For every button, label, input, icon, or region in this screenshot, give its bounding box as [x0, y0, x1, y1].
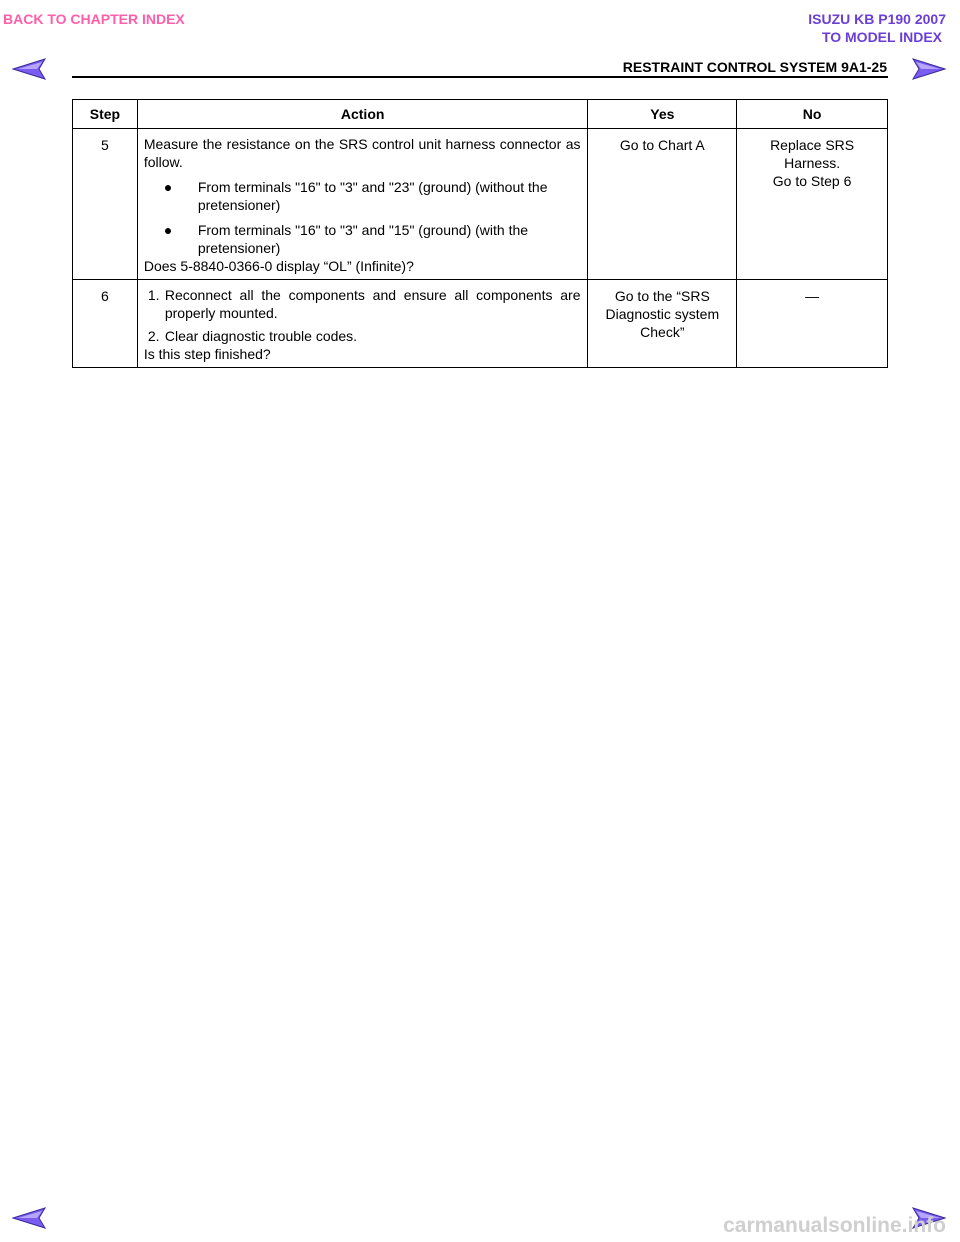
- no-result-line: Replace SRS Harness.: [770, 137, 855, 171]
- action-question: Is this step finished?: [143, 346, 271, 362]
- to-model-index-link[interactable]: TO MODEL INDEX: [821, 29, 942, 45]
- back-to-chapter-index-link[interactable]: BACK TO CHAPTER INDEX: [3, 11, 185, 27]
- yes-result: Go to the “SRS Diagnostic system Check”: [588, 280, 737, 368]
- step-number: 5: [73, 129, 138, 280]
- bullet-icon: ●: [163, 222, 173, 238]
- item-text: Reconnect all the components and ensure all components are properly mounted.: [164, 287, 581, 321]
- item-text: Clear diagnostic trouble codes.: [164, 328, 358, 344]
- action-question: Does 5-8840-0366-0 display “OL” (Infinite)?: [143, 258, 414, 274]
- step-number: 6: [73, 280, 138, 368]
- table-row: [73, 129, 888, 280]
- column-header-yes: Yes: [588, 100, 737, 129]
- previous-page-arrow-icon[interactable]: [12, 58, 46, 80]
- column-header-no: No: [737, 100, 888, 129]
- running-header: RESTRAINT CONTROL SYSTEM 9A1-25: [622, 59, 887, 75]
- action-cell: [137, 280, 588, 368]
- no-result: [737, 129, 888, 280]
- table-row: [73, 280, 888, 368]
- no-result: —: [737, 280, 888, 368]
- item-number: 1.: [147, 287, 160, 303]
- column-header-action: Action: [137, 100, 588, 129]
- yes-result: Go to Chart A: [588, 129, 737, 280]
- next-page-arrow-icon[interactable]: [912, 58, 946, 80]
- watermark: carmanualsonline.info: [723, 1214, 946, 1237]
- bullet-text: From terminals "16" to "3" and "15" (ground) (with the pretensioner): [197, 222, 529, 256]
- action-cell: [137, 129, 588, 280]
- list-item: [144, 178, 581, 214]
- previous-page-arrow-icon[interactable]: [12, 1207, 46, 1229]
- action-intro: Measure the resistance on the SRS control unit harness connector as follow.: [143, 136, 581, 170]
- bullet-text: From terminals "16" to "3" and "23" (ground) (without the pretensioner): [197, 179, 548, 213]
- table-header-row: [73, 100, 888, 129]
- list-item: [144, 221, 581, 257]
- list-item: [144, 286, 581, 322]
- column-header-step: Step: [73, 100, 138, 129]
- bullet-icon: ●: [163, 179, 173, 195]
- header-rule: [72, 76, 888, 78]
- no-result-line: Go to Step 6: [772, 173, 852, 189]
- diagnostic-table: [72, 99, 888, 368]
- model-title-link[interactable]: ISUZU KB P190 2007: [808, 11, 946, 27]
- list-item: [144, 327, 581, 345]
- item-number: 2.: [147, 328, 160, 344]
